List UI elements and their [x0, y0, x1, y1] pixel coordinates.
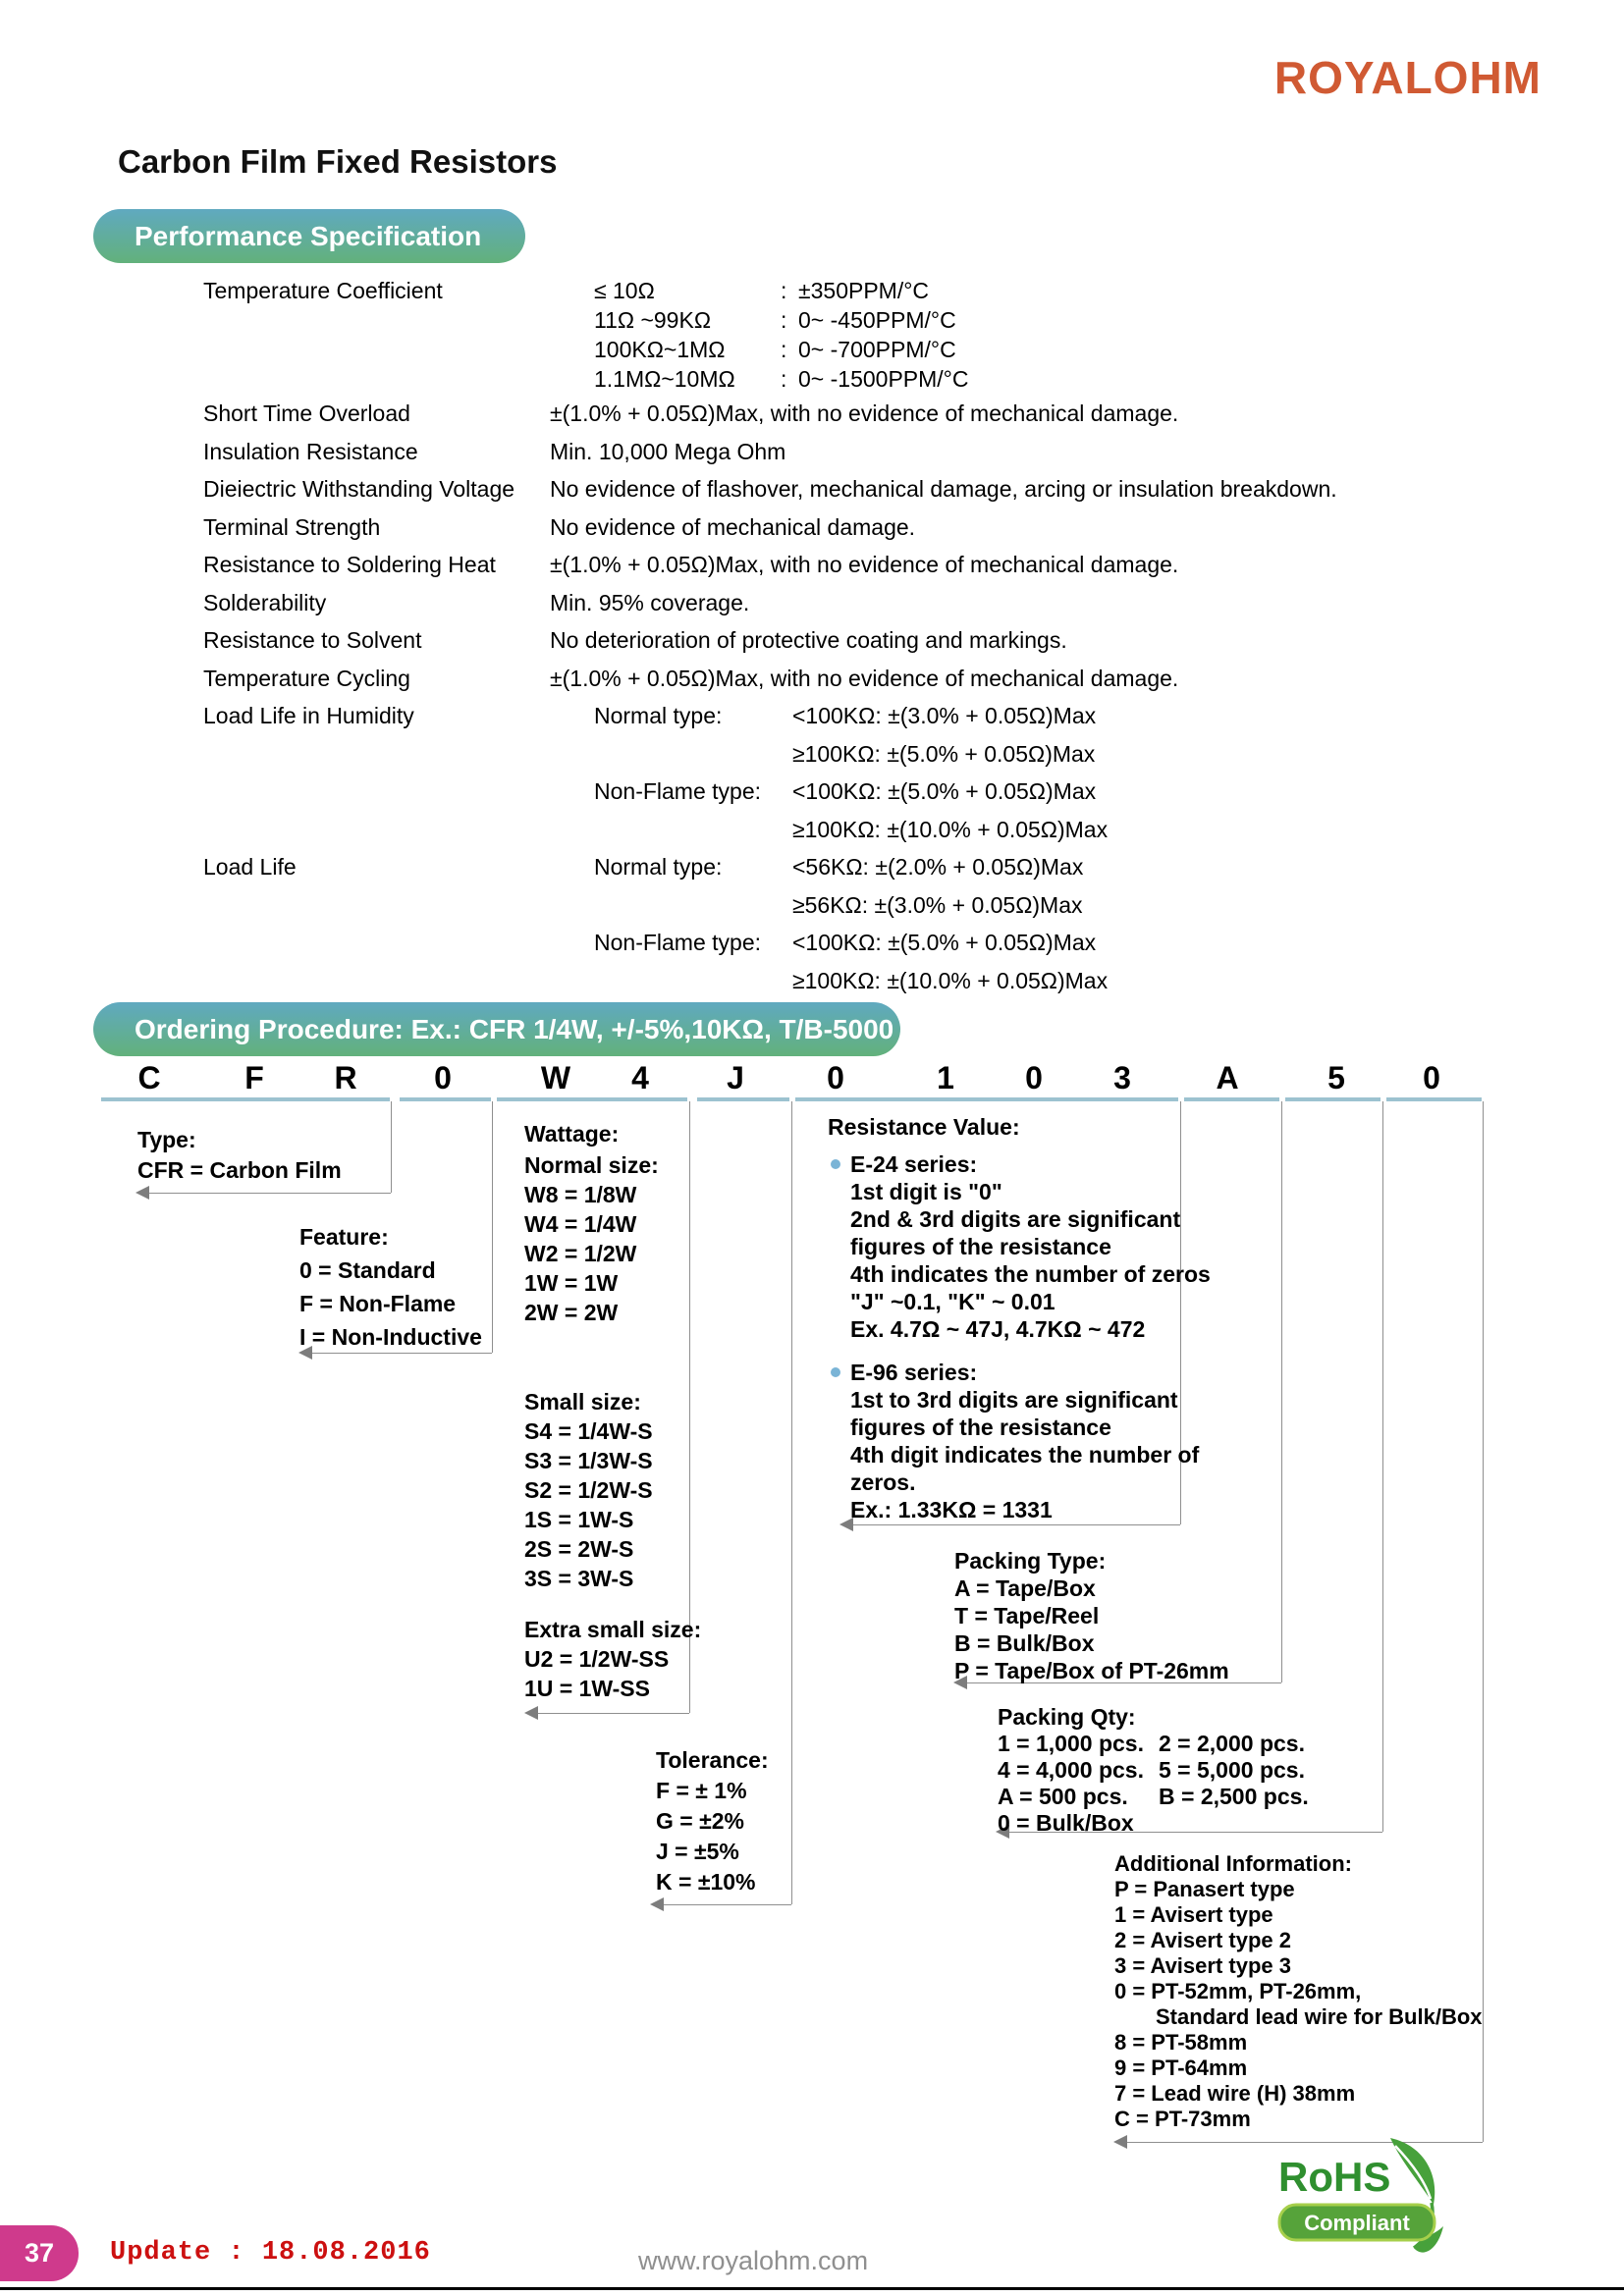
page-title: Carbon Film Fixed Resistors [118, 143, 558, 180]
packing-qty-col1 [998, 1731, 1144, 1837]
arrow-left-icon [1113, 2135, 1127, 2149]
wattage-group-title [524, 1119, 619, 1148]
spec-colon: : [781, 366, 787, 392]
update-date: Update : 18.08.2016 [110, 2238, 431, 2268]
group-line: 4th indicates the number of zeros [850, 1261, 1211, 1287]
spec-row [0, 476, 1624, 507]
spec-label: Solderability [203, 590, 327, 615]
spec-row-temp-coefficient [0, 278, 1624, 309]
spec-row-load-life-humidity [0, 778, 1624, 810]
group-line: F = Non-Flame [299, 1291, 457, 1316]
code-group-underline [795, 1097, 1178, 1101]
spec-condition: ≤ 10Ω [594, 278, 655, 303]
code-letter: R [334, 1060, 357, 1095]
code-group-underline [101, 1097, 390, 1101]
rohs-leaf-icon [1276, 2136, 1445, 2266]
connector-line [791, 1101, 792, 1904]
spec-value: ±(1.0% + 0.05Ω)Max, with no evidence of mechanical damage. [550, 666, 1179, 691]
group-line: F = ± 1% [656, 1778, 747, 1803]
code-letter: 0 [434, 1060, 452, 1095]
connector-line [1483, 1101, 1484, 2142]
arrow-left-icon [650, 1897, 664, 1911]
group-line: K = ±10% [656, 1869, 756, 1895]
bullet-item-title: E-96 series: [850, 1359, 1199, 1386]
group-title: Type: [137, 1127, 196, 1152]
group-line: 2W = 2W [524, 1300, 619, 1325]
group-line: S3 = 1/3W-S [524, 1448, 653, 1473]
website-url: www.royalohm.com [638, 2246, 869, 2275]
group-subtitle: Extra small size: [524, 1617, 702, 1642]
spec-value: <100KΩ: ±(3.0% + 0.05Ω)Max [792, 703, 1097, 728]
spec-value: <100KΩ: ±(5.0% + 0.05Ω)Max [792, 778, 1097, 804]
wattage-extra-small-size [524, 1615, 701, 1703]
group-line: 2nd & 3rd digits are significant [850, 1206, 1181, 1232]
connector-line [1382, 1101, 1383, 1832]
spec-condition: 100KΩ~1MΩ [594, 337, 726, 362]
group-subtitle: Small size: [524, 1389, 641, 1415]
spec-label: Terminal Strength [203, 514, 381, 540]
code-group-underline [497, 1097, 687, 1101]
performance-spec-header-label: Performance Specification [135, 221, 482, 251]
footer-divider [0, 2287, 1624, 2290]
group-line: 7 = Lead wire (H) 38mm [1114, 2081, 1356, 2106]
group-line: figures of the resistance [850, 1415, 1111, 1440]
group-title: Tolerance: [656, 1747, 769, 1773]
group-line: T = Tape/Reel [954, 1603, 1100, 1629]
ordering-procedure-header-label: Ordering Procedure: Ex.: CFR 1/4W, +/-5%,10KΩ, T/B-5000 [135, 1014, 894, 1044]
spec-row-temp-coefficient [0, 337, 1624, 368]
group-title: Packing Type: [954, 1548, 1107, 1574]
connector-line [853, 1524, 1180, 1525]
spec-row [0, 552, 1624, 583]
additional-information-group [1114, 1851, 1483, 2132]
group-title: Additional Information: [1114, 1851, 1352, 1876]
spec-label: Resistance to Solvent [203, 627, 422, 653]
packing-type-group [954, 1547, 1229, 1684]
code-letter: 0 [827, 1060, 844, 1095]
spec-row [0, 439, 1624, 470]
connector-line [664, 1904, 791, 1905]
spec-row [0, 590, 1624, 621]
group-line: J = ±5% [656, 1839, 739, 1864]
group-line: 1 = Avisert type [1114, 1902, 1273, 1927]
group-line: "J" ~0.1, "K" ~ 0.01 [850, 1289, 1056, 1314]
code-letter: 3 [1113, 1060, 1131, 1095]
group-line: 5 = 5,000 pcs. [1159, 1757, 1305, 1783]
connector-line [538, 1713, 689, 1714]
page-number-badge: 37 [0, 2225, 79, 2281]
spec-label: Load Life in Humidity [203, 703, 414, 728]
packing-qty-col2 [1159, 1731, 1309, 1810]
spec-value: ±(1.0% + 0.05Ω)Max, with no evidence of mechanical damage. [550, 552, 1179, 577]
group-line: 8 = PT-58mm [1114, 2030, 1248, 2055]
spec-row [0, 666, 1624, 697]
spec-label: Dieiectric Withstanding Voltage [203, 476, 515, 502]
group-line: 2 = 2,000 pcs. [1159, 1731, 1305, 1756]
spec-type: Normal type: [594, 703, 723, 728]
spec-value: No evidence of flashover, mechanical damage, arcing or insulation breakdown. [550, 476, 1337, 502]
performance-spec-header [93, 209, 525, 263]
spec-condition: 11Ω ~99KΩ [594, 307, 712, 333]
rohs-compliant-logo [1276, 2136, 1445, 2266]
spec-value: ≥100KΩ: ±(10.0% + 0.05Ω)Max [792, 817, 1109, 842]
spec-label: Insulation Resistance [203, 439, 418, 464]
group-line: 3 = Avisert type 3 [1114, 1953, 1291, 1978]
ordering-procedure-header [93, 1002, 900, 1056]
bullet-item-title: E-24 series: [850, 1150, 1211, 1178]
group-line: 1st digit is "0" [850, 1179, 1002, 1204]
group-line: I = Non-Inductive [299, 1324, 482, 1350]
spec-label: Short Time Overload [203, 400, 410, 426]
group-line: 0 = Bulk/Box [998, 1810, 1134, 1836]
code-group-underline [1386, 1097, 1482, 1101]
spec-value: ≥56KΩ: ±(3.0% + 0.05Ω)Max [792, 892, 1083, 918]
spec-row-load-life [0, 968, 1624, 999]
tolerance-group [656, 1745, 769, 1897]
group-line: A = Tape/Box [954, 1575, 1096, 1601]
resistance-value-group-title [828, 1112, 1020, 1143]
spec-label: Temperature Coefficient [203, 278, 443, 303]
code-letter: 0 [1025, 1060, 1043, 1095]
feature-group [299, 1220, 482, 1354]
code-group-underline [1285, 1097, 1380, 1101]
wattage-small-size [524, 1387, 653, 1593]
code-letter: J [727, 1060, 744, 1095]
brand-logo: ROYALOHM [1273, 52, 1542, 103]
group-line: figures of the resistance [850, 1234, 1111, 1259]
group-title: Packing Qty: [998, 1704, 1136, 1730]
spec-colon: : [781, 278, 787, 303]
group-line: S2 = 1/2W-S [524, 1477, 653, 1503]
group-line: 1S = 1W-S [524, 1507, 634, 1532]
spec-row [0, 627, 1624, 659]
group-line: P = Tape/Box of PT-26mm [954, 1658, 1229, 1683]
group-line: 3S = 3W-S [524, 1566, 634, 1591]
spec-value: 0~ -700PPM/°C [798, 337, 956, 362]
spec-row-load-life [0, 892, 1624, 924]
group-line: C = PT-73mm [1114, 2107, 1251, 2131]
spec-row-load-life-humidity [0, 703, 1624, 734]
rohs-sub-label: Compliant [1304, 2211, 1410, 2235]
spec-type: Normal type: [594, 854, 723, 880]
spec-label: Load Life [203, 854, 297, 880]
group-line: zeros. [850, 1469, 916, 1495]
group-line: A = 500 pcs. [998, 1784, 1128, 1809]
spec-colon: : [781, 337, 787, 362]
wattage-normal-size [524, 1150, 659, 1327]
group-subtitle: Normal size: [524, 1152, 659, 1178]
spec-value: <56KΩ: ±(2.0% + 0.05Ω)Max [792, 854, 1084, 880]
group-line: 1W = 1W [524, 1270, 619, 1296]
group-line: S4 = 1/4W-S [524, 1418, 653, 1444]
spec-value: No evidence of mechanical damage. [550, 514, 916, 540]
code-group-underline [1184, 1097, 1279, 1101]
spec-type: Non-Flame type: [594, 930, 762, 955]
group-line: P = Panasert type [1114, 1877, 1295, 1901]
group-line: B = 2,500 pcs. [1159, 1784, 1309, 1809]
code-letter: 4 [631, 1060, 649, 1095]
code-letter: C [137, 1060, 161, 1095]
spec-condition: 1.1MΩ~10MΩ [594, 366, 735, 392]
spec-row-temp-coefficient [0, 366, 1624, 398]
group-line: 2S = 2W-S [524, 1536, 634, 1562]
group-line: W4 = 1/4W [524, 1211, 637, 1237]
connector-line [149, 1193, 391, 1194]
arrow-left-icon [524, 1706, 538, 1720]
code-letter: A [1216, 1060, 1239, 1095]
spec-row-temp-coefficient [0, 307, 1624, 339]
spec-value: No deterioration of protective coating and markings. [550, 627, 1067, 653]
group-line: 9 = PT-64mm [1114, 2056, 1248, 2080]
group-line: 2 = Avisert type 2 [1114, 1928, 1291, 1952]
group-title: Resistance Value: [828, 1114, 1020, 1140]
group-line: 0 = PT-52mm, PT-26mm, [1114, 1979, 1362, 2003]
connector-line [492, 1101, 493, 1353]
group-line: W2 = 1/2W [524, 1241, 637, 1266]
code-group-underline [697, 1097, 789, 1101]
resistance-e96-series [850, 1359, 1199, 1523]
spec-value: Min. 95% coverage. [550, 590, 750, 615]
group-line: 4th digit indicates the number of [850, 1442, 1200, 1468]
group-line: Ex. 4.7Ω ~ 47J, 4.7KΩ ~ 472 [850, 1316, 1146, 1342]
spec-row-load-life-humidity [0, 741, 1624, 773]
group-line: Standard lead wire for Bulk/Box [1156, 2004, 1483, 2029]
resistance-e24-series [850, 1150, 1211, 1343]
spec-colon: : [781, 307, 787, 333]
spec-type: Non-Flame type: [594, 778, 762, 804]
spec-row [0, 514, 1624, 546]
spec-value: ±350PPM/°C [798, 278, 930, 303]
spec-row [0, 400, 1624, 432]
code-group-underline [400, 1097, 491, 1101]
rohs-label: RoHS [1278, 2154, 1391, 2200]
group-line: 1st to 3rd digits are significant [850, 1387, 1178, 1413]
group-line: W8 = 1/8W [524, 1182, 637, 1207]
group-line: 4 = 4,000 pcs. [998, 1757, 1144, 1783]
code-letter: F [244, 1060, 264, 1095]
group-title: Feature: [299, 1224, 389, 1250]
spec-value: 0~ -450PPM/°C [798, 307, 956, 333]
spec-value: <100KΩ: ±(5.0% + 0.05Ω)Max [792, 930, 1097, 955]
group-line: 1 = 1,000 pcs. [998, 1731, 1144, 1756]
group-line: Ex.: 1.33KΩ = 1331 [850, 1497, 1053, 1522]
connector-line [1281, 1101, 1282, 1682]
group-line: B = Bulk/Box [954, 1630, 1095, 1656]
group-line: CFR = Carbon Film [137, 1157, 342, 1183]
code-letter: 1 [937, 1060, 954, 1095]
spec-row-load-life [0, 854, 1624, 885]
spec-value: Min. 10,000 Mega Ohm [550, 439, 786, 464]
group-line: 0 = Standard [299, 1257, 436, 1283]
packing-qty-group-title [998, 1704, 1136, 1731]
spec-label: Temperature Cycling [203, 666, 410, 691]
connector-line [391, 1101, 392, 1193]
group-title: Wattage: [524, 1121, 620, 1147]
spec-label: Resistance to Soldering Heat [203, 552, 496, 577]
group-line: 1U = 1W-SS [524, 1676, 650, 1701]
arrow-left-icon [135, 1186, 149, 1200]
code-letter: 5 [1327, 1060, 1345, 1095]
spec-value: 0~ -1500PPM/°C [798, 366, 969, 392]
spec-value: ≥100KΩ: ±(5.0% + 0.05Ω)Max [792, 741, 1096, 767]
group-line: G = ±2% [656, 1808, 744, 1834]
spec-value: ±(1.0% + 0.05Ω)Max, with no evidence of mechanical damage. [550, 400, 1179, 426]
code-letter: W [540, 1060, 571, 1095]
group-line: U2 = 1/2W-SS [524, 1646, 670, 1672]
spec-row-load-life-humidity [0, 817, 1624, 848]
type-group [137, 1125, 342, 1186]
spec-value: ≥100KΩ: ±(10.0% + 0.05Ω)Max [792, 968, 1109, 993]
spec-row-load-life [0, 930, 1624, 961]
code-letter: 0 [1423, 1060, 1440, 1095]
